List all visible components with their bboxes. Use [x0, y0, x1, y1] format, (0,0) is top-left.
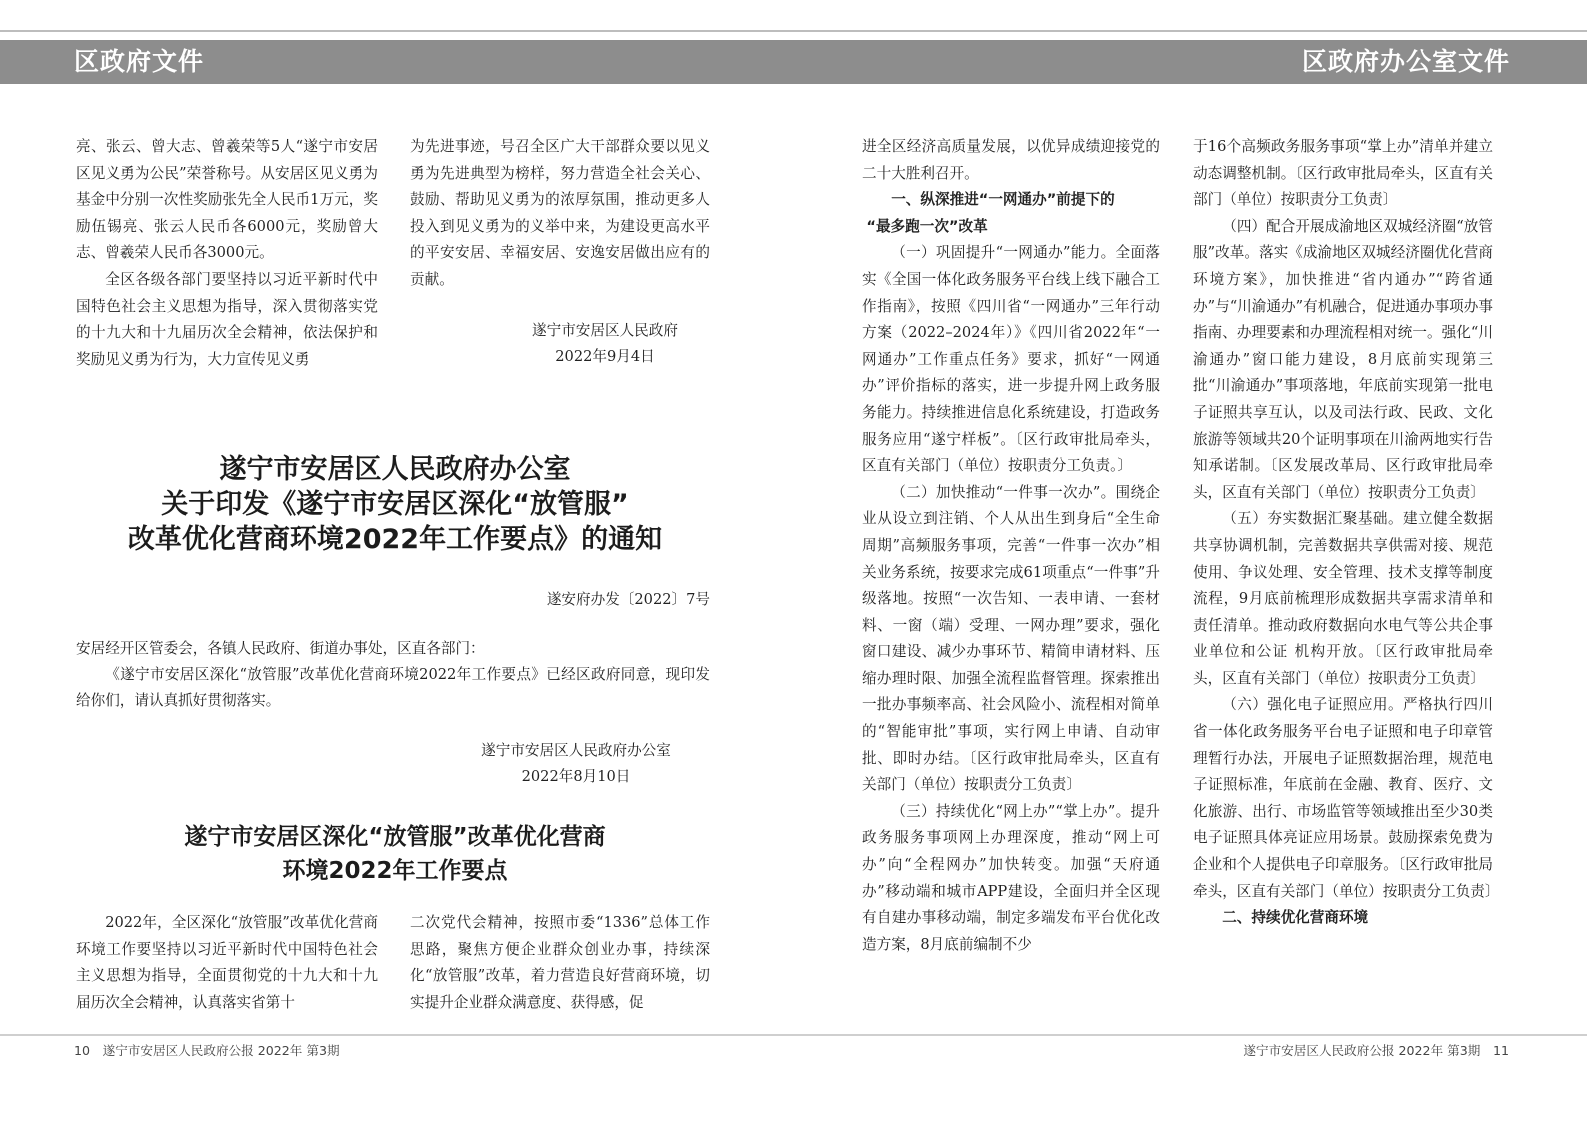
signature-date: 2022年8月10日 [521, 768, 631, 785]
work-points-title-line: 遂宁市安居区深化“放管服”改革优化营商 [184, 824, 606, 850]
notice-body [76, 636, 710, 714]
column-4 [1193, 134, 1500, 932]
paragraph: 为先进事迹，号召全区广大干部群众要以见义勇为先进典型为榜样，努力营造全社会关心、鼓励、帮助见义勇为的浓厚氛围，推动更多人投入到见义勇为的义举中来，为建设更高水平的平安安居、幸福安居、安逸安居做出应有的贡献。 [410, 138, 710, 288]
section-title-left: 区政府文件 [74, 47, 205, 76]
paragraph: 2022年，全区深化“放管服”改革优化营商环境工作要坚持以习近平新时代中国特色社会主义思想为指导，全面贯彻党的十九大和十九届历次全会精神，认真落实省第十 [76, 914, 378, 1011]
notice-title-line: 遂宁市安居区人民政府办公室 [219, 454, 571, 485]
column-1 [76, 134, 378, 373]
column-3 [862, 134, 1160, 958]
signature-org: 遂宁市安居区人民政府办公室 [481, 742, 671, 759]
work-points-title [60, 820, 730, 888]
signature-date: 2022年9月4日 [555, 348, 655, 365]
footer-right: 遂宁市安居区人民政府公报 2022年 第3期 11 [1243, 1043, 1509, 1058]
paragraph: 《遂宁市安居区深化“放管服”改革优化营商环境2022年工作要点》已经区政府同意，现印发给你们，请认真抓好贯彻落实。 [76, 666, 710, 709]
section-heading: “最多跑一次”改革 [866, 217, 988, 235]
document-number: 遂安府办发〔2022〕7号 [546, 591, 710, 608]
signature-block-1 [500, 318, 710, 370]
notice-title-line: 改革优化营商环境2022年工作要点》的通知 [127, 524, 663, 555]
salutation: 安居经开区管委会，各镇人民政府、街道办事处，区直各部门： [76, 640, 485, 657]
notice-title [60, 452, 730, 557]
paragraph: 二次党代会精神，按照市委“1336”总体工作思路，聚焦方便企业群众创业办事，持续深化“放管服”改革，着力营造良好营商环境，切实提升企业群众满意度、获得感，促 [410, 914, 710, 1011]
signature-org: 遂宁市安居区人民政府 [532, 322, 678, 339]
section-title-right: 区政府办公室文件 [1301, 47, 1510, 76]
paragraph: 全区各级各部门要坚持以习近平新时代中国特色社会主义思想为指导，深入贯彻落实党的十九大和十九届历次全会精神，依法保护和奖励见义勇为行为，大力宣传见义勇 [76, 270, 378, 368]
paragraph: 亮、张云、曾大志、曾羲荣等5人“遂宁市安居区见义勇为公民”荣誉称号。从安居区见义勇为基金中分别一次性奖励张先全人民币1万元，奖励伍锡亮、张云人民币各6000元，奖励曾大志、曾羲荣人民币各3000元。 [76, 138, 378, 262]
footer-rule [0, 1034, 1587, 1036]
work-points-title-line: 环境2022年工作要点 [282, 858, 508, 884]
paragraph: 于16个高频政务服务事项“掌上办”清单并建立动态调整机制。〔区行政审批局牵头，区直有关部门（单位）按职责分工负责〕 [1193, 138, 1493, 209]
column-2 [410, 134, 710, 294]
column-6 [410, 910, 710, 1016]
top-rule [0, 30, 1587, 32]
paragraph: （五）夯实数据汇聚基础。建立健全数据共享协调机制，完善数据共享供需对接、规范使用、争议处理、安全管理、技术支撑等制度流程，9月底前梳理形成数据共享需求清单和责任清单。推动政府数据向水电气等公共企事业单位和公证 机构开放。〔区行政审批局牵头，区直有关部门（单位）按职责分工负责〕 [1193, 510, 1493, 687]
signature-block-2 [460, 738, 692, 790]
column-5 [76, 910, 378, 1016]
paragraph: （三）持续优化“网上办”“掌上办”。提升政务服务事项网上办理深度，推动“网上可办”向“全程网办”加快转变。加强“天府通办”移动端和城市APP建设，全面归并全区现有自建办事移动端，制定多端发布平台优化改造方案，8月底前编制不少 [862, 802, 1160, 953]
section-heading: 二、持续优化营商环境 [1222, 909, 1369, 927]
paragraph: （一）巩固提升“一网通办”能力。全面落实《全国一体化政务服务平台线上线下融合工作指南》，按照《四川省“一网通办”三年行动方案（2022–2024年）》《四川省2022年“一网通办”工作重点任务》要求，抓好“一网通办”评价指标的落实，进一步提升网上政务服务能力。持续推进信息化系统建设，打造政务服务应用“遂宁样板”。〔区行政审批局牵头，区直有关部门（单位）按职责分工负责。〕 [862, 244, 1160, 475]
notice-title-line: 关于印发《遂宁市安居区深化“放管服” [161, 489, 629, 520]
paragraph: （二）加快推动“一件事一次办”。围绕企业从设立到注销、个人从出生到身后“全生命周期”高频服务事项，完善“一件事一次办”相关业务系统，按要求完成61项重点“一件事”升级落地。按照“一次告知、一表申请、一套材料、一窗（端）受理、一网办理”要求，强化窗口建设、减少办事环节、精简申请材料、压缩办理时限、加强全流程监督管理。探索推出一批办事频率高、社会风险小、流程相对简单的“智能审批”事项，实行网上申请、自动审批、即时办结。〔区行政审批局牵头，区直有关部门（单位）按职责分工负责〕 [862, 483, 1160, 794]
paragraph: （六）强化电子证照应用。严格执行四川省一体化政务服务平台电子证照和电子印章管理暂行办法，开展电子证照数据治理，规范电子证照标准，年底前在金融、教育、医疗、文化旅游、出行、市场监管等领域推出至少30类电子证照具体亮证应用场景。鼓励探索免费为企业和个人提供电子印章服务。〔区行政审批局牵头，区直有关部门（单位）按职责分工负责〕 [1193, 696, 1500, 900]
section-heading: 一、纵深推进“一网通办”前提下的 [891, 191, 1115, 209]
footer-left: 10 遂宁市安居区人民政府公报 2022年 第3期 [74, 1043, 340, 1058]
paragraph: （四）配合开展成渝地区双城经济圈“放管服”改革。落实《成渝地区双城经济圈优化营商环境方案》，加快推进“省内通办”“跨省通办”与“川渝通办”有机融合，促进通办事项办事指南、办理要素和办理流程相对统一。强化“川渝通办”窗口能力建设，8月底前实现第三批“川渝通办”事项落地，年底前实现第一批电子证照共享互认，以及司法行政、民政、文化旅游等领域共20个证明事项在川渝两地实行告知承诺制。〔区发展改革局、区行政审批局牵头，区直有关部门（单位）按职责分工负责〕 [1193, 217, 1493, 501]
header-bar [0, 40, 1587, 84]
paragraph: 进全区经济高质量发展，以优异成绩迎接党的二十大胜利召开。 [862, 138, 1160, 182]
